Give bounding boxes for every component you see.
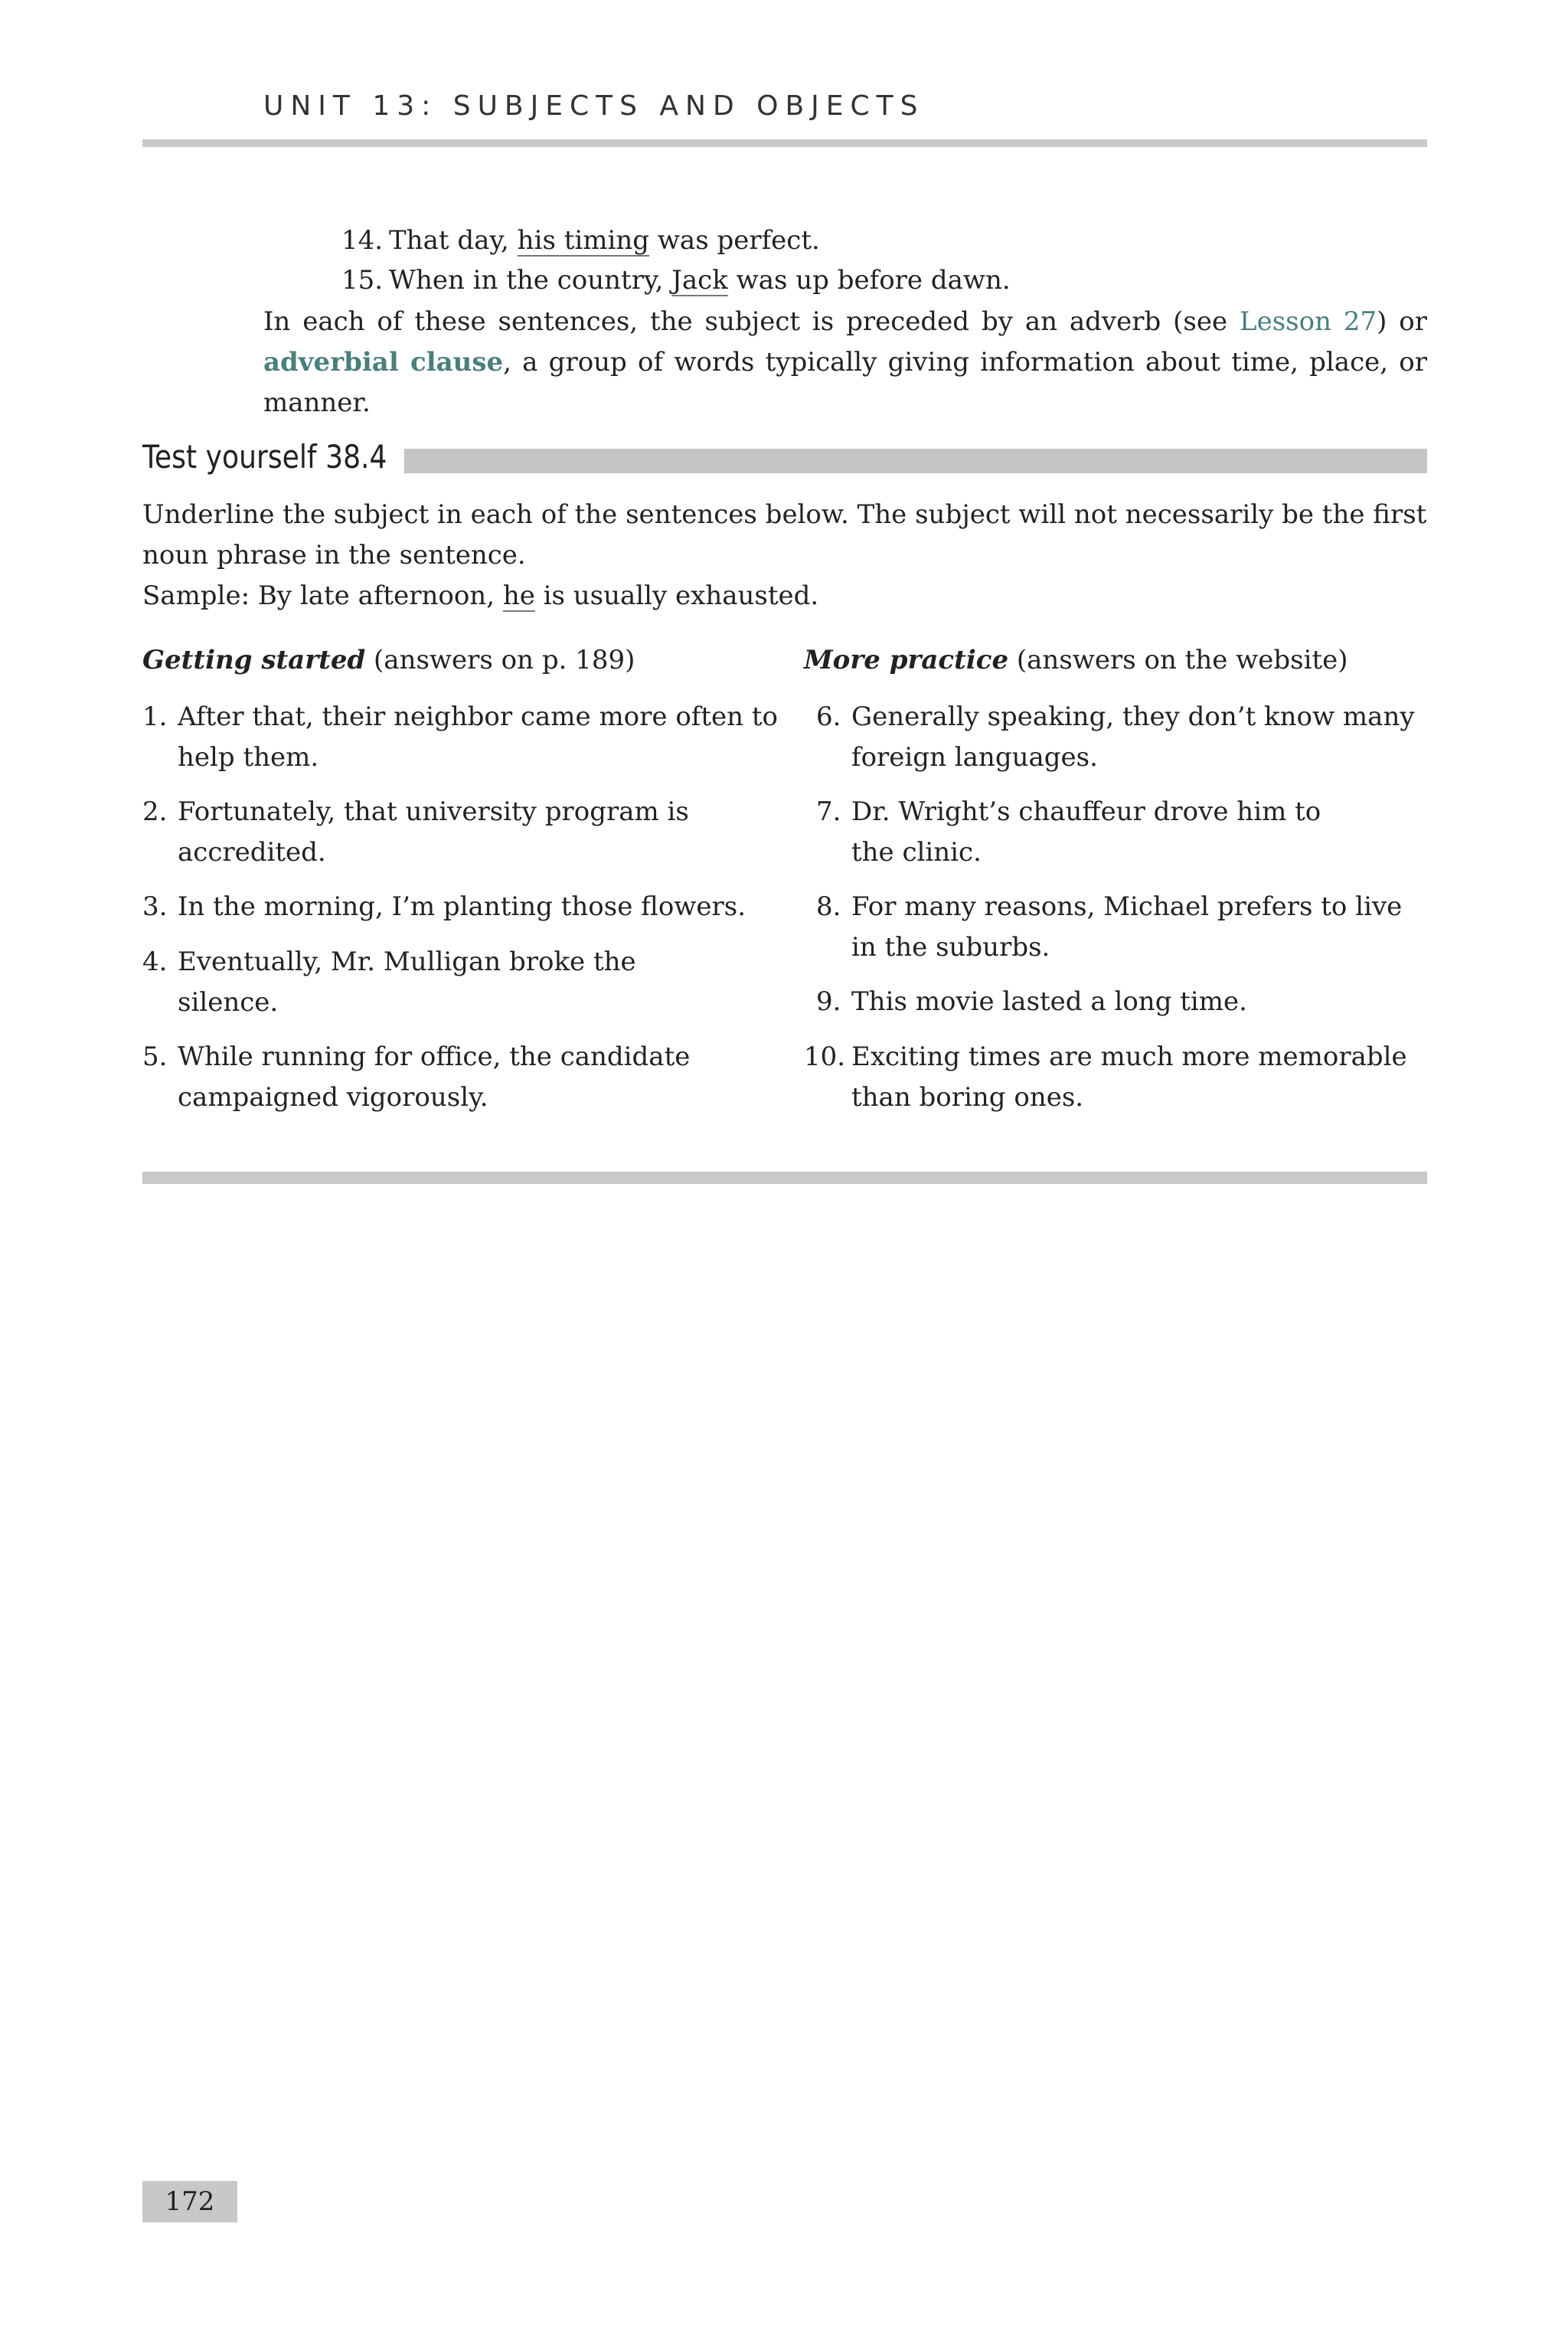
sample-text: Sample: By late afternoon, xyxy=(142,580,503,611)
item-text: Fortunately, that university program is accredited. xyxy=(178,796,689,868)
item-number: 5. xyxy=(142,1041,168,1072)
exercise-item xyxy=(142,1037,717,1118)
item-number: 10. xyxy=(804,1041,846,1072)
item-number: 15. xyxy=(341,265,384,296)
more-practice-heading xyxy=(804,640,1348,680)
heading-bar xyxy=(404,449,1427,473)
item-number: 4. xyxy=(142,947,168,977)
item-number: 7. xyxy=(816,796,841,827)
underlined-subject: he xyxy=(502,580,535,611)
getting-started-heading xyxy=(142,640,635,680)
item-number: 1. xyxy=(142,701,168,732)
column-note: (answers on the website) xyxy=(1008,645,1348,675)
exercise-item xyxy=(142,792,717,873)
page-number: 172 xyxy=(165,2186,215,2217)
item-text: That day, xyxy=(389,225,518,256)
item-number: 3. xyxy=(142,891,168,922)
bottom-rule xyxy=(142,1172,1427,1184)
underlined-subject: his timing xyxy=(517,225,650,256)
instructions-text: Underline the subject in each of the sentences below. The subject will not necessarily be the first noun phrase in the sentence. xyxy=(142,499,1427,571)
item-text: For many reasons, Michael prefers to live in the suburbs. xyxy=(851,891,1403,963)
item-number: 8. xyxy=(816,891,841,922)
exercise-item xyxy=(816,982,1429,1022)
exercise-item xyxy=(816,887,1429,968)
item-text: This movie lasted a long time. xyxy=(851,986,1247,1017)
item-text: After that, their neighbor came more often to help them. xyxy=(178,701,779,773)
header-rule xyxy=(142,139,1427,147)
item-text: While running for office, the candidate campaigned vigorously. xyxy=(178,1041,691,1113)
column-title: Getting started xyxy=(142,645,366,675)
running-head: UNIT 13: SUBJECTS AND OBJECTS xyxy=(263,90,925,122)
explanation-paragraph xyxy=(263,302,1427,423)
item-text: was up before dawn. xyxy=(727,265,1011,296)
item-text: Eventually, Mr. Mulligan broke the silence. xyxy=(178,947,636,1018)
instructions xyxy=(142,495,1427,616)
item-text: Generally speaking, they don’t know many foreign languages. xyxy=(851,701,1415,773)
exercise-item xyxy=(142,942,678,1023)
glossary-term-link[interactable]: adverbial clause xyxy=(263,347,504,378)
section-heading: Test yourself 38.4 xyxy=(142,438,387,476)
list-item xyxy=(341,221,1011,260)
continuation-list xyxy=(341,221,1011,300)
paragraph-text: ) or xyxy=(1377,306,1428,337)
exercise-item xyxy=(816,697,1429,778)
item-text: Dr. Wright’s chauffeur drove him to the clinic. xyxy=(851,796,1321,868)
item-text: In the morning, I’m planting those flowers. xyxy=(178,891,746,922)
exercise-item xyxy=(804,1037,1429,1118)
item-number: 2. xyxy=(142,796,168,827)
exercise-item xyxy=(142,697,778,778)
lesson-link[interactable]: Lesson 27 xyxy=(1240,306,1377,337)
item-text: Exciting times are much more memorable than boring ones. xyxy=(851,1041,1407,1113)
sample-sentence xyxy=(142,576,1427,616)
column-title: More practice xyxy=(804,645,1009,675)
exercise-item xyxy=(816,792,1367,873)
paragraph-text: In each of these sentences, the subject is preceded by an adverb (see xyxy=(263,306,1240,337)
exercise-item xyxy=(142,887,778,927)
item-text: was perfect. xyxy=(649,225,820,256)
list-item xyxy=(341,260,1011,300)
page-number-box xyxy=(142,2181,237,2222)
paragraph-text: , a group of words typically giving information about time, place, or manner. xyxy=(263,347,1427,418)
item-number: 9. xyxy=(816,986,841,1017)
underlined-subject: Jack xyxy=(671,265,728,296)
column-note: (answers on p. 189) xyxy=(365,645,635,675)
sample-text: is usually exhausted. xyxy=(534,580,819,611)
item-number: 6. xyxy=(816,701,841,732)
item-text: When in the country, xyxy=(389,265,672,296)
item-number: 14. xyxy=(341,225,384,256)
